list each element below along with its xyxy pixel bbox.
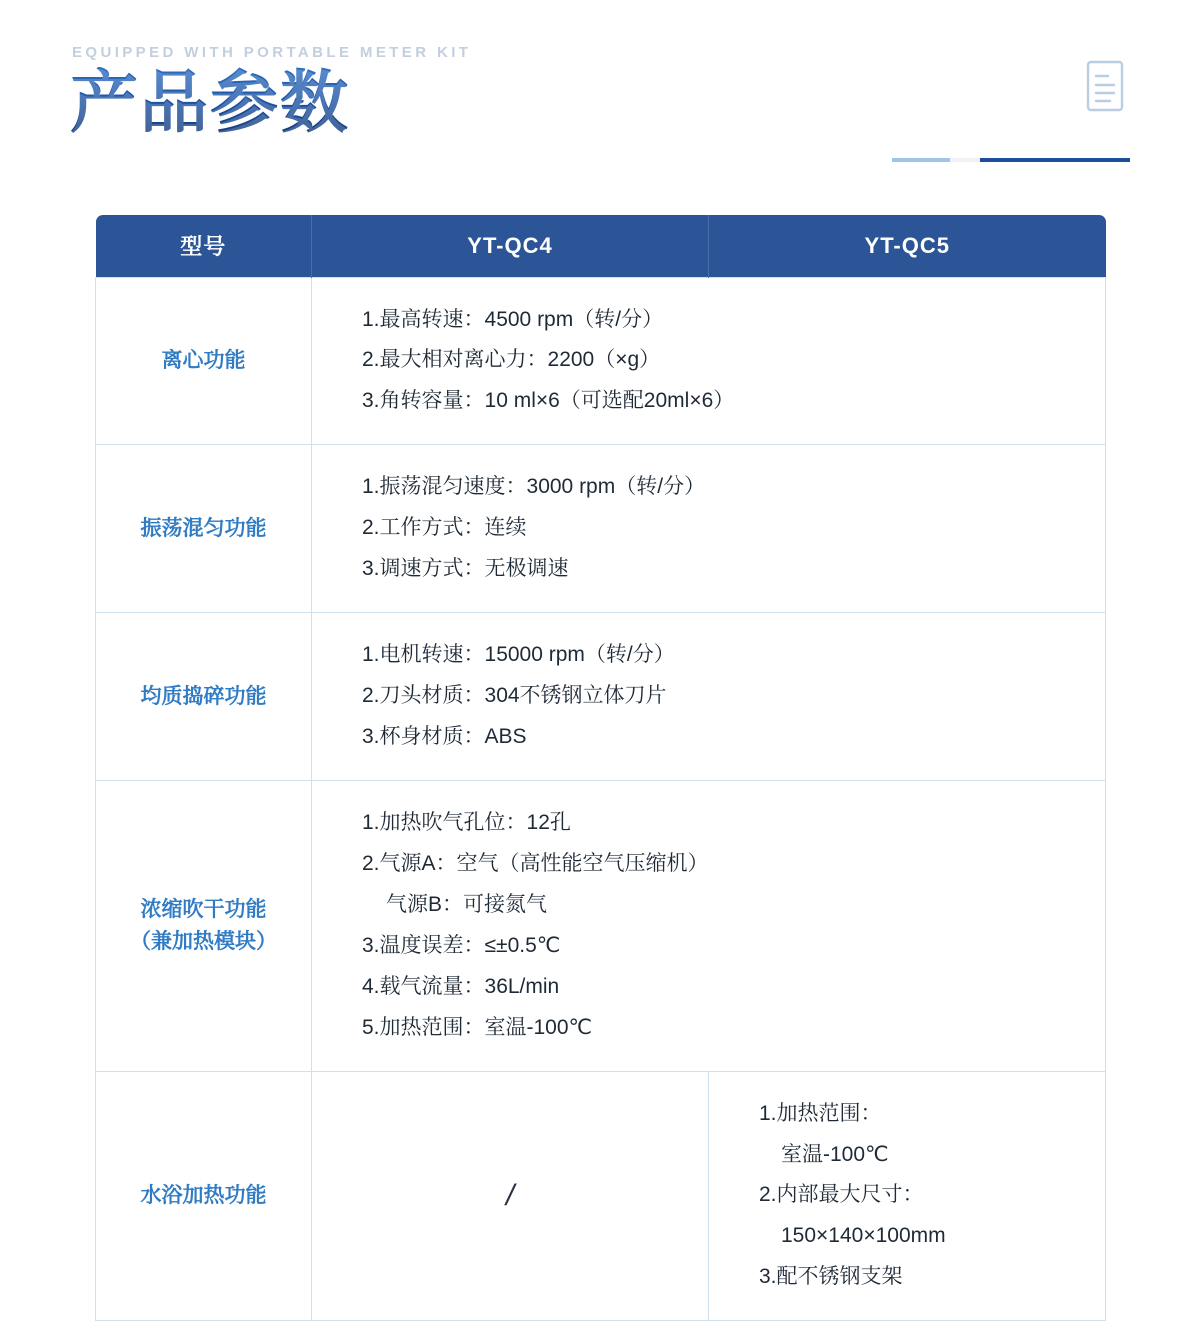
row-content-waterbath-qc4: /: [312, 1071, 709, 1321]
table-header-row: [96, 215, 1106, 277]
spec-line: 室温-100℃: [781, 1142, 889, 1166]
spec-line: 1.加热范围：: [759, 1101, 882, 1125]
header-eyebrow: EQUIPPED WITH PORTABLE METER KIT: [72, 44, 472, 61]
spec-line: 3.杯身材质：ABS: [362, 725, 527, 748]
accent-rule-dark: [980, 158, 1130, 162]
spec-line: 2.工作方式：连续: [362, 516, 527, 540]
document-icon: [1084, 60, 1130, 116]
spec-line: 气源B：可接氮气: [386, 892, 548, 916]
row-label-vortex: 振荡混匀功能: [96, 445, 312, 613]
row-label-evaporation: [96, 780, 312, 1071]
row-label-homogenizer: 均质捣碎功能: [96, 613, 312, 781]
spec-line: 3.角转容量：10 ml×6（可选配20ml×6）: [362, 389, 735, 413]
spec-line: 2.内部最大尺寸：: [759, 1183, 924, 1207]
spec-line: 1.振荡混匀速度：3000 rpm（转/分）: [362, 475, 706, 499]
column-header-qc5: YT-QC5: [709, 215, 1106, 277]
row-label-line1: 浓缩吹干功能: [140, 898, 267, 922]
column-header-model: 型号: [96, 215, 312, 277]
spec-line: 5.加热范围：室温-100℃: [362, 1015, 593, 1039]
spec-table: [95, 215, 1106, 1321]
spec-line: 1.加热吹气孔位：12孔: [362, 810, 571, 834]
spec-table-wrapper: [95, 215, 1105, 1321]
table-header: [96, 215, 1106, 277]
row-label-waterbath: 水浴加热功能: [96, 1071, 312, 1321]
accent-rule-light: [892, 158, 950, 162]
row-content-vortex: [312, 445, 1106, 613]
page-header: [0, 0, 1200, 215]
row-content-evaporation: [312, 780, 1106, 1071]
column-header-qc4: YT-QC4: [312, 215, 709, 277]
table-row: [96, 613, 1106, 781]
spec-line: 3.调速方式：无极调速: [362, 557, 569, 581]
spec-line: 150×140×100mm: [781, 1224, 946, 1248]
accent-rule: [892, 158, 1130, 162]
spec-line: 4.载气流量：36L/min: [362, 974, 560, 998]
row-content-homogenizer: [312, 613, 1106, 781]
spec-line: 2.最大相对离心力：2200（×g）: [362, 348, 661, 372]
spec-line: 1.最高转速：4500 rpm（转/分）: [362, 307, 664, 331]
row-content-centrifuge: [312, 277, 1106, 445]
row-content-waterbath-qc5: [709, 1071, 1106, 1321]
spec-line: 2.刀头材质：304不锈钢立体刀片: [362, 684, 667, 708]
accent-rule-gap: [950, 158, 980, 162]
table-row: [96, 445, 1106, 613]
row-label-centrifuge: 离心功能: [96, 277, 312, 445]
table-body: [96, 277, 1106, 1321]
row-label-line2: （兼加热模块）: [130, 929, 277, 953]
spec-line: 3.配不锈钢支架: [759, 1265, 903, 1289]
spec-line: 3.温度误差：≤±0.5℃: [362, 933, 561, 957]
table-row: [96, 1071, 1106, 1321]
table-row: [96, 277, 1106, 445]
spec-line: 2.气源A：空气（高性能空气压缩机）: [362, 851, 709, 875]
page-title: 产品参数: [70, 67, 1130, 140]
spec-line: 1.电机转速：15000 rpm（转/分）: [362, 643, 675, 667]
table-row: [96, 780, 1106, 1071]
